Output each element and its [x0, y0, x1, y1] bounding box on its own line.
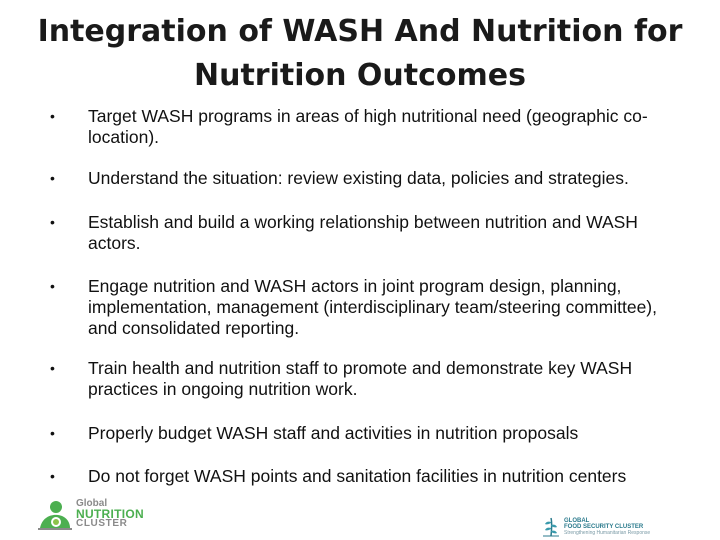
logo-line-global: Global: [76, 498, 108, 509]
logo-line-global: GLOBAL: [564, 518, 590, 524]
global-nutrition-cluster-logo: [36, 498, 166, 534]
bullet-marker: •: [50, 360, 55, 376]
bullet-text: Train health and nutrition staff to promote and demonstrate key WASH practices in ongoing nutrition work.: [88, 358, 633, 399]
bullet-marker: •: [50, 468, 55, 484]
global-food-security-cluster-logo: [540, 516, 660, 538]
logo-line-food-security: FOOD SECURITY CLUSTER: [564, 524, 644, 530]
food-security-wordmark: [564, 518, 650, 536]
bullet-text: Do not forget WASH points and sanitation facilities in nutrition centers: [88, 466, 627, 486]
logo-line-cluster: CLUSTER: [76, 518, 128, 529]
slide-title-text: Integration of WASH And Nutrition for Nutrition Outcomes: [37, 14, 683, 93]
logo-line-tagline: Strengthening Humanitarian Response: [564, 530, 651, 536]
bullet-text: Target WASH programs in areas of high nutritional need (geographic co-location).: [88, 106, 648, 147]
nutrition-cluster-wordmark: [76, 499, 144, 529]
bullet-marker: •: [50, 425, 55, 441]
bullet-text: Engage nutrition and WASH actors in joint program design, planning, implementation, management (interdisciplinary team/steering committee), and consolidated reporting.: [88, 276, 657, 338]
bullet-text: Properly budget WASH staff and activities in nutrition proposals: [88, 423, 579, 443]
food-security-emblem-icon: [540, 516, 562, 538]
bullet-marker: •: [50, 278, 55, 294]
bullet-text: Establish and build a working relationship between nutrition and WASH actors.: [88, 212, 638, 253]
bullet-marker: •: [50, 108, 55, 124]
nutrition-cluster-emblem-icon: [36, 498, 74, 532]
bullet-text: Understand the situation: review existing data, policies and strategies.: [88, 168, 629, 188]
bullet-marker: •: [50, 170, 55, 186]
bullet-marker: •: [50, 214, 55, 230]
logo-line-nutrition: NUTRITION: [76, 507, 145, 521]
